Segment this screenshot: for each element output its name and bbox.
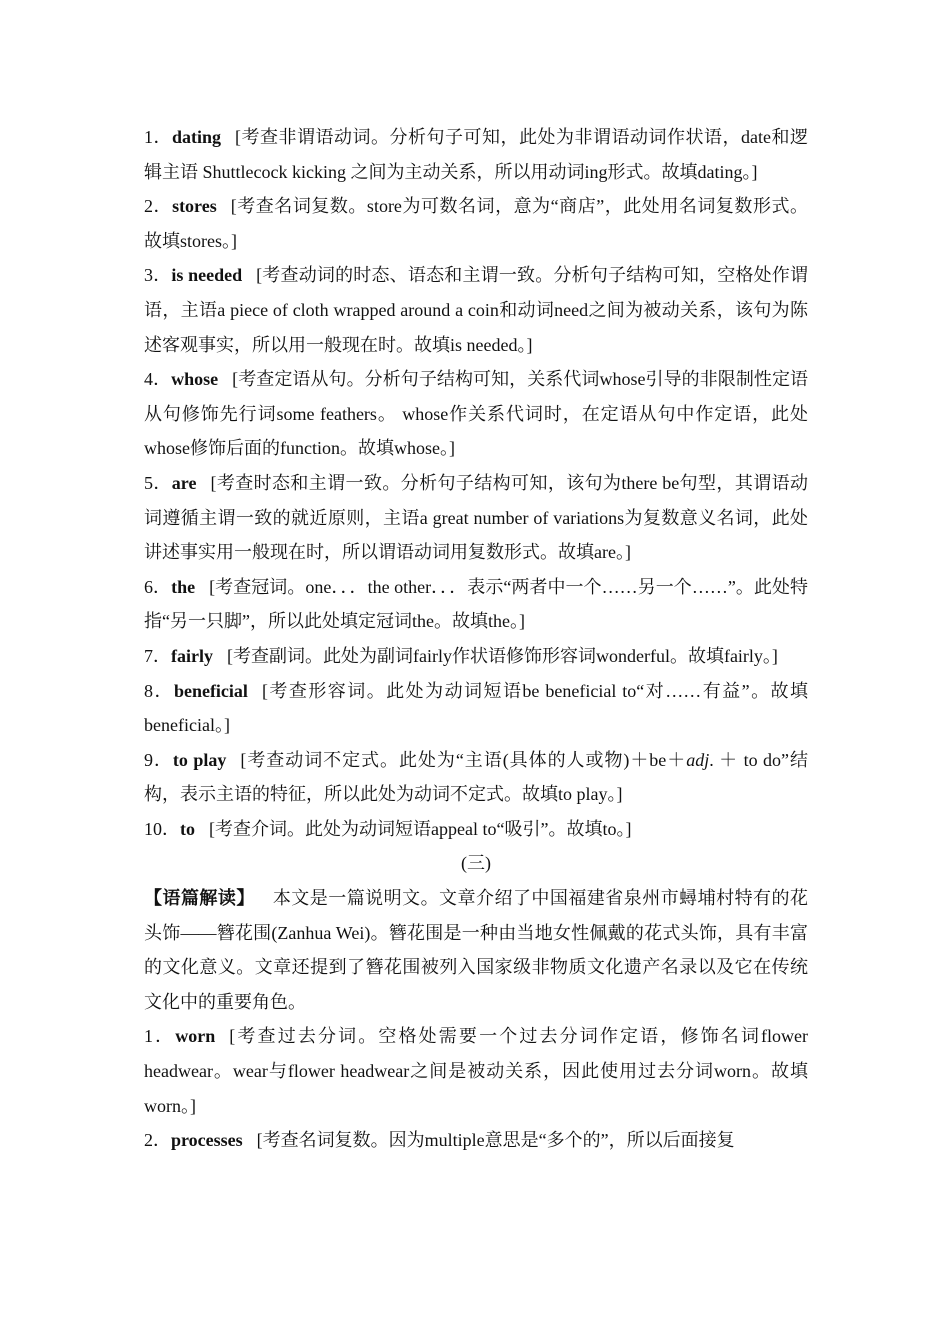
explanation: [考查动词的时态、语态和主谓一致。分析句子结构可知，空格处作谓语，主语a piece of cloth wrapped around a coin和动词need之间为被动关系，该句为陈述客观事实，所以用一般现在时。故填is needed。] [144,265,808,355]
entry-number: 7． [144,645,171,666]
answer-word: to play [172,749,227,770]
explanation: [考查形容词。此处为动词短语be beneficial to“对……有益”。故填beneficial。] [144,680,809,736]
entry-number: 1． [144,127,172,147]
answer-entry-b2 [144,1123,808,1158]
section-title: (三) [461,853,491,874]
answer-entry-10 [144,812,808,847]
answer-word: whose [171,369,219,390]
answer-entry-3 [144,258,808,362]
explanation: [考查时态和主谓一致。分析句子结构可知，该句为there be句型，其谓语动词遵循主谓一致的就近原则，主语a great number of variations为复数意义名词，此处讲述事实用一般现在时，所以谓语动词用复数形式。故填are。] [144,472,808,563]
answer-word: the [171,576,196,597]
explanation-part: . ＋ to do”结构，表示主语的特征，所以此处为动词不定式。故填to play。] [144,749,808,805]
answer-entry-5 [144,466,808,570]
answer-word: dating [172,127,222,147]
answer-entry-7 [144,639,808,674]
explanation: [考查介词。此处为动词短语appeal to“吸引”。故填to。] [209,818,632,839]
answer-entry-1 [144,120,808,189]
answer-entry-8 [144,674,808,743]
answer-word: are [171,472,197,493]
explanation: [考查过去分词。空格处需要一个过去分词作定语，修饰名词flower headwear。wear与flower headwear之间是被动关系，因此使用过去分词worn。故填worn。] [144,1026,808,1116]
answer-word: beneficial [173,680,248,701]
answer-document [144,120,808,1158]
explanation: [考查非谓语动词。分析句子可知，此处为非谓语动词作状语，date和逻辑主语 Shuttlecock kicking 之间为主动关系，所以用动词ing形式。故填dating。] [144,127,808,182]
answer-entry-4 [144,362,808,466]
answer-entry-6 [144,570,808,639]
entry-number: 2． [144,196,173,217]
entry-number: 6． [144,576,172,597]
entry-number: 4． [144,369,172,390]
entry-number: 5． [144,472,172,493]
answer-entry-b1 [144,1019,808,1123]
explanation: [考查副词。此处为副词fairly作状语修饰形容词wonderful。故填fairly。] [227,645,778,666]
answer-word: is needed [171,265,243,286]
answer-entry-2 [144,189,808,258]
answer-word: to [180,818,195,839]
intro-text: 本文是一篇说明文。文章介绍了中国福建省泉州市蟳埔村特有的花头饰——簪花围(Zanhua Wei)。簪花围是一种由当地女性佩戴的花式头饰，具有丰富的文化意义。文章还提到了簪花围被列入国家级非物质文化遗产名录以及它在传统文化中的重要角色。 [144,888,809,1012]
explanation: [考查冠词。one．．．the other．．．表示“两者中一个……另一个……”。此处特指“另一只脚”，所以此处填定冠词the。故填the。] [144,576,809,632]
entry-number: 2． [144,1130,171,1151]
entry-number: 3． [144,265,172,286]
answer-word: processes [171,1130,243,1151]
explanation: [考查名词复数。因为multiple意思是“多个的”，所以后面接复 [256,1130,735,1151]
entry-number: 9． [144,749,173,770]
answer-word: stores [172,196,217,217]
explanation-part: [考查动词不定式。此处为“主语(具体的人或物)＋be＋ [240,749,687,770]
entry-number: 1． [144,1026,176,1047]
answer-word: worn [175,1026,216,1047]
answer-word: fairly [171,645,213,666]
entry-number: 10． [144,818,180,839]
intro-tag: 【语篇解读】 [144,888,255,909]
adj-abbreviation: adj [686,749,710,770]
answer-entry-9 [144,743,808,812]
entry-number: 8． [144,680,174,701]
explanation: [考查名词复数。store为可数名词，意为“商店”，此处用名词复数形式。故填stores。] [144,196,809,251]
explanation: [考查定语从句。分析句子结构可知，关系代词whose引导的非限制性定语从句修饰先行词some feathers。 whose作关系代词时，在定语从句中作定语，此处whose修饰后面的function。故填whose。] [144,369,808,459]
passage-intro [144,881,808,1019]
